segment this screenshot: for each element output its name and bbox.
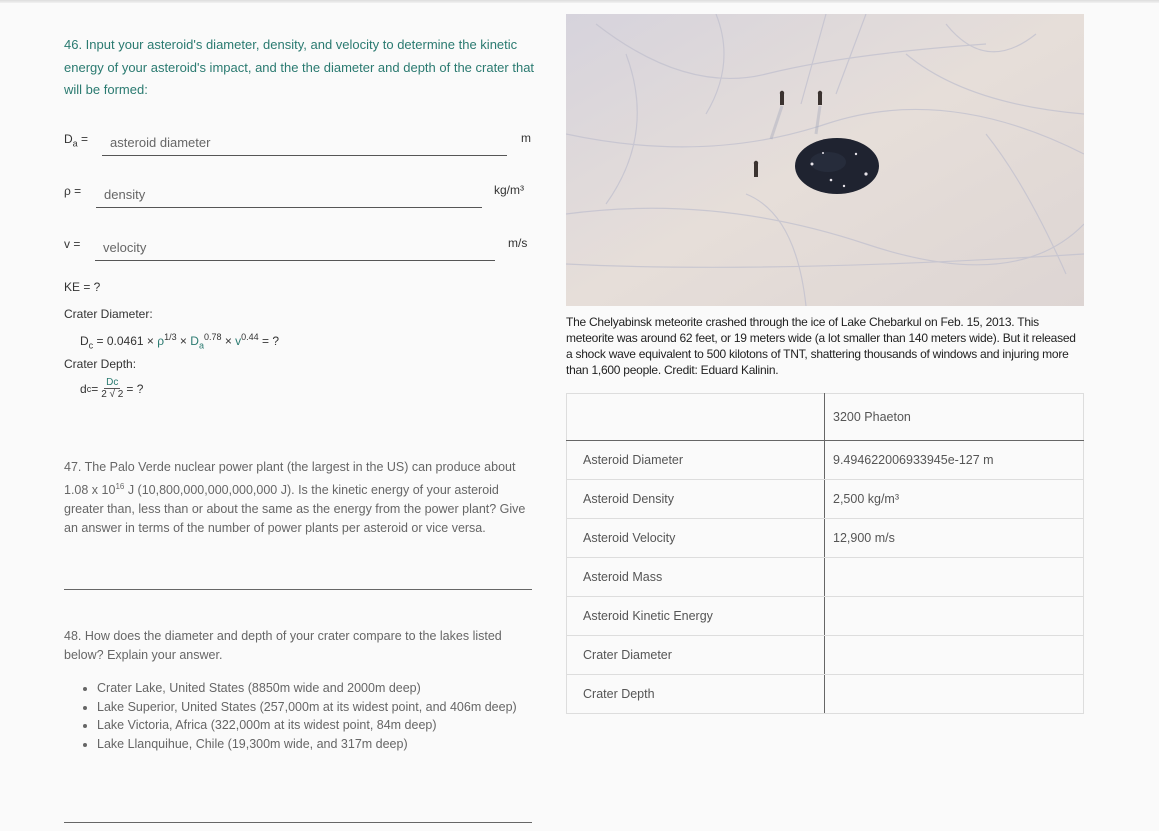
lake-item: • Lake Llanquihue, Chile (19,300m wide, and 317m deep) xyxy=(97,735,567,754)
diameter-field-row xyxy=(64,128,534,164)
row-value: 9.494622006933945e-127 m xyxy=(825,441,1084,480)
velocity-field-row xyxy=(64,233,534,269)
velocity-unit: m/s xyxy=(508,236,528,250)
table-row xyxy=(567,519,1084,558)
row-label: Asteroid Mass xyxy=(567,558,825,597)
table-header-cell xyxy=(567,394,825,441)
table-row xyxy=(567,480,1084,519)
photo-caption: The Chelyabinsk meteorite crashed through the ice of Lake Chebarkul on Feb. 15, 2013. This meteorite was around 62 feet, or 19 meters wide (a lot smaller than 140 meters wide). But it released a shock wave equivalent to 500 kilotons of TNT, shattering thousands of windows and injuring more than 1,600 people. Credit: Eduard Kalinin. xyxy=(566,315,1076,377)
lake-item: • Crater Lake, United States (8850m wide and 2000m deep) xyxy=(97,679,567,698)
row-value: 2,500 kg/m³ xyxy=(825,480,1084,519)
density-unit: kg/m³ xyxy=(494,183,524,197)
question-47-prompt: 47. The Palo Verde nuclear power plant (the largest in the US) can produce about 1.08 x $10^{16}$ J (10,800,000,000,000,000 J). Is the kinetic energy of your asteroid greater than, less than or about the same as the energy from the power plant? Give an answer in terms of the number of power plants per asteroid or vice versa. xyxy=(64,460,526,536)
row-value xyxy=(825,597,1084,636)
question-48-prompt: 48. How does the diameter and depth of your crater compare to the lakes listed below? Explain your answer. xyxy=(64,629,502,662)
asteroid-diameter-input[interactable] xyxy=(102,130,507,156)
row-label: Asteroid Diameter xyxy=(567,441,825,480)
crater-depth-heading: Crater Depth: xyxy=(64,357,137,371)
kinetic-energy-result: KE = ? xyxy=(64,280,101,294)
row-label: Crater Depth xyxy=(567,675,825,714)
row-value: 12,900 m/s xyxy=(825,519,1084,558)
velocity-input[interactable] xyxy=(95,235,495,261)
row-value xyxy=(825,558,1084,597)
row-label: Crater Diameter xyxy=(567,636,825,675)
lakes-list xyxy=(64,679,567,753)
table-row xyxy=(567,597,1084,636)
question-46-prompt: 46. Input your asteroid's diameter, density, and velocity to determine the kinetic energy of your asteroid's impact, and the the diameter and depth of the crater that will be formed: xyxy=(64,37,535,97)
meteorite-hole-photo xyxy=(566,14,1084,306)
row-value xyxy=(825,636,1084,675)
asteroid-data-table xyxy=(566,393,1084,714)
density-input[interactable] xyxy=(96,182,482,208)
velocity-label: v = xyxy=(64,237,81,251)
lake-item: • Lake Victoria, Africa (322,000m at its widest point, 84m deep) xyxy=(97,716,567,735)
crater-diameter-formula: $D_c = 0.0461 \times \rho^{1/3} \times D_a^{0.78} \times v^{0.44}$ = ? xyxy=(80,332,280,351)
table-row xyxy=(567,441,1084,480)
table-row xyxy=(567,675,1084,714)
crater-depth-formula: d c = $\frac{Dc}{2 √ 2}$ = ? xyxy=(80,377,144,400)
top-edge-shadow xyxy=(0,0,1159,3)
question-48-answer-line[interactable] xyxy=(64,822,532,823)
question-47-answer-line[interactable] xyxy=(64,589,532,590)
table-row xyxy=(567,636,1084,675)
lake-item: • Lake Superior, United States (257,000m at its widest point, and 406m deep) xyxy=(97,698,567,717)
row-label: Asteroid Velocity xyxy=(567,519,825,558)
table-header-row xyxy=(567,394,1084,441)
diameter-label: $D_a$ = xyxy=(64,132,89,149)
row-label: Asteroid Kinetic Energy xyxy=(567,597,825,636)
row-value xyxy=(825,675,1084,714)
table-header-cell: 3200 Phaeton xyxy=(825,394,1084,441)
table-row xyxy=(567,558,1084,597)
density-label: ρ = xyxy=(64,184,82,198)
crater-diameter-heading: Crater Diameter: xyxy=(64,307,153,321)
row-label: Asteroid Density xyxy=(567,480,825,519)
diameter-unit: m xyxy=(521,131,531,145)
depth-fraction: $\frac{Dc}{2 √ 2}$ xyxy=(101,377,124,400)
density-field-row xyxy=(64,180,534,216)
